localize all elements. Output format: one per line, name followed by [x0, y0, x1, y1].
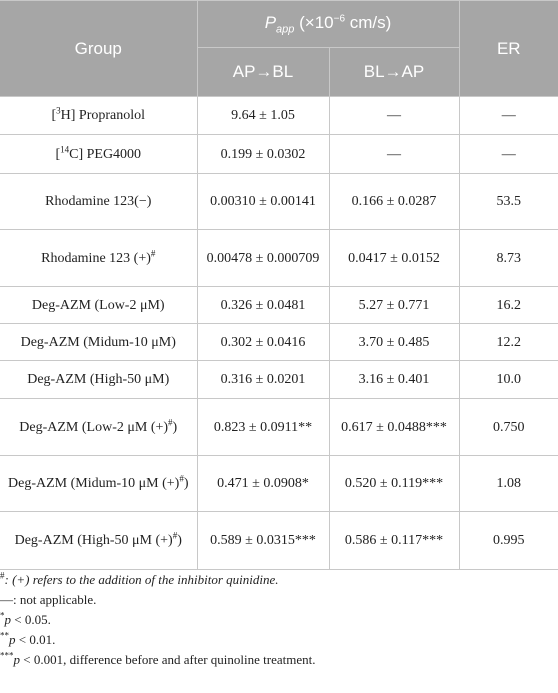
group-cell: Deg-AZM (High-50 μM): [0, 361, 197, 399]
er-cell: 16.2: [459, 287, 558, 324]
footnote-not-applicable: —: not applicable.: [0, 592, 97, 607]
er-cell: 1.08: [459, 456, 558, 512]
ap-bl-cell: 9.64 ± 1.05: [197, 97, 329, 135]
ap-bl-cell: 0.326 ± 0.0481: [197, 287, 329, 324]
table-row: [0, 361, 558, 399]
table-footnotes: [0, 570, 558, 670]
ap-bl-cell: 0.00478 ± 0.000709: [197, 230, 329, 287]
group-cell: Deg-AZM (Low-2 μM): [0, 287, 197, 324]
ap-bl-header: AP→BL: [197, 48, 329, 97]
bl-ap-cell: 0.520 ± 0.119***: [329, 456, 459, 512]
group-header: Group: [0, 1, 197, 97]
footnote-p001: **p < 0.01.: [0, 630, 56, 647]
ap-bl-cell: 0.316 ± 0.0201: [197, 361, 329, 399]
table-row: [0, 135, 558, 174]
er-cell: —: [459, 97, 558, 135]
ap-bl-cell: 0.589 ± 0.0315***: [197, 512, 329, 570]
bl-ap-cell: 0.0417 ± 0.0152: [329, 230, 459, 287]
bl-ap-cell: —: [329, 135, 459, 174]
group-cell: [$^3$H] Propranolol: [0, 97, 197, 135]
footnote-p0001: ***p < 0.001, difference before and after quinoline treatment.: [0, 650, 316, 667]
group-cell: Deg-AZM (Low-2 μM (+)#): [0, 399, 197, 456]
ap-bl-cell: 0.471 ± 0.0908*: [197, 456, 329, 512]
table-row: [0, 512, 558, 570]
group-cell: Deg-AZM (High-50 μM (+)#): [0, 512, 197, 570]
bl-ap-cell: 0.617 ± 0.0488***: [329, 399, 459, 456]
er-cell: 10.0: [459, 361, 558, 399]
er-cell: 12.2: [459, 324, 558, 361]
group-cell: [$^{14}$C] PEG4000: [0, 135, 197, 174]
er-cell: —: [459, 135, 558, 174]
er-cell: 0.995: [459, 512, 558, 570]
er-header: ER: [459, 1, 558, 97]
er-cell: 0.750: [459, 399, 558, 456]
table-row: [0, 230, 558, 287]
bl-ap-cell: —: [329, 97, 459, 135]
bl-ap-cell: 0.166 ± 0.0287: [329, 174, 459, 230]
group-cell: Rhodamine 123 (+)#: [0, 230, 197, 287]
papp-header: $P_{app}$ ($\times 10^{-6}$ cm/s): [197, 1, 459, 48]
bl-ap-cell: 5.27 ± 0.771: [329, 287, 459, 324]
table-row: [0, 324, 558, 361]
group-cell: Rhodamine 123(−): [0, 174, 197, 230]
ap-bl-cell: 0.199 ± 0.0302: [197, 135, 329, 174]
er-cell: 53.5: [459, 174, 558, 230]
bl-ap-header: BL→AP: [329, 48, 459, 97]
table-row: [0, 287, 558, 324]
group-cell: Deg-AZM (Midum-10 μM (+)#): [0, 456, 197, 512]
footnote-inhibitor: #: (+) refers to the addition of the inhibitor quinidine.: [0, 570, 279, 587]
ap-bl-cell: 0.00310 ± 0.00141: [197, 174, 329, 230]
er-cell: 8.73: [459, 230, 558, 287]
footnote-p005: *p < 0.05.: [0, 610, 51, 627]
bl-ap-cell: 0.586 ± 0.117***: [329, 512, 459, 570]
ap-bl-cell: 0.302 ± 0.0416: [197, 324, 329, 361]
table-row: [0, 456, 558, 512]
table-row: [0, 399, 558, 456]
bl-ap-cell: 3.70 ± 0.485: [329, 324, 459, 361]
bl-ap-cell: 3.16 ± 0.401: [329, 361, 459, 399]
ap-bl-cell: 0.823 ± 0.0911**: [197, 399, 329, 456]
group-cell: Deg-AZM (Midum-10 μM): [0, 324, 197, 361]
table-row: [0, 97, 558, 135]
table-row: [0, 174, 558, 230]
